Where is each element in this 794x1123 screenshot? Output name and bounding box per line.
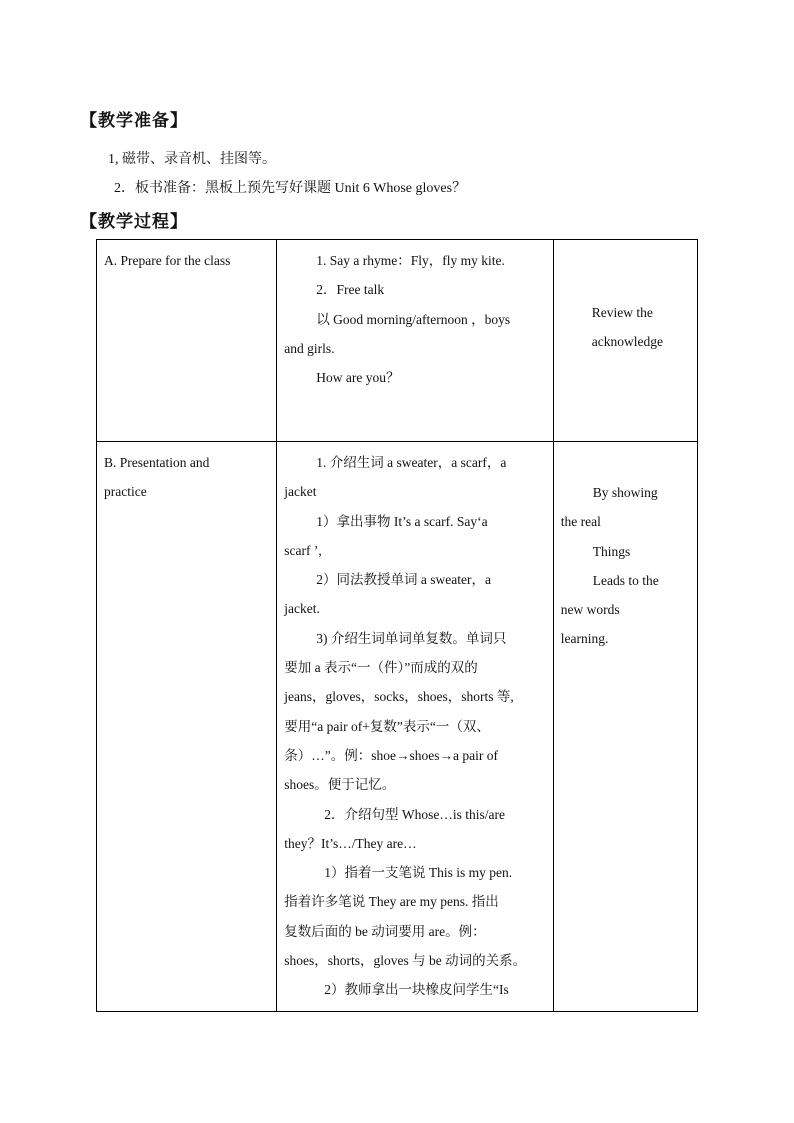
- step-line: jacket.: [284, 601, 320, 617]
- lesson-table: [96, 239, 698, 1012]
- step-line: shoes。便于记忆。: [284, 777, 396, 793]
- purpose-line: new words: [560, 602, 620, 618]
- purpose-cell: [553, 240, 697, 442]
- step-line: shoes，shorts，gloves 与 be 动词的关系。: [284, 953, 527, 969]
- step-line: 2）同法教授单词 a sweater，a: [316, 572, 492, 588]
- step-line: 2．Free talk: [316, 282, 385, 298]
- step-line: 3) 介绍生词单词单复数。单词只: [316, 630, 507, 646]
- stage-cell: [97, 442, 277, 1012]
- purpose-line: Leads to the: [592, 572, 659, 588]
- step-line: and girls.: [284, 340, 335, 356]
- process-heading: 【教学过程】: [80, 212, 188, 231]
- purpose-line: the real: [560, 514, 601, 530]
- step-line: 2．介绍句型 Whose…is this/are: [324, 806, 506, 822]
- step-line: How are you？: [316, 370, 400, 386]
- step-line: 1）拿出事物 It’s a scarf. Say‘a: [316, 513, 488, 529]
- step-line: 2）教师拿出一块橡皮问学生“Is: [324, 982, 509, 998]
- prep-line-2: 2．板书准备：黑板上预先写好课题 Unit 6 Whose gloves？: [114, 181, 467, 196]
- steps-cell: [277, 240, 553, 442]
- step-line: jeans，gloves，socks，shoes，shorts 等,: [284, 689, 514, 705]
- step-line: jacket: [284, 484, 317, 500]
- step-line: 要加 a 表示“一（件）”而成的双的: [284, 660, 478, 676]
- purpose-line: By showing: [592, 485, 658, 500]
- step-line: 1）指着一支笔说 This is my pen.: [324, 865, 513, 881]
- steps-cell: [277, 442, 553, 1012]
- table-row: [97, 240, 698, 442]
- purpose-line: Review the: [591, 305, 653, 320]
- prep-line-1: 1, 磁带、录音机、挂图等。: [108, 152, 276, 167]
- step-line: scarf ’,: [284, 542, 322, 558]
- purpose-line: Things: [592, 543, 631, 559]
- step-line: 复数后面的 be 动词要用 are。例：: [284, 923, 486, 939]
- purpose-line: acknowledge: [591, 334, 663, 350]
- step-line: 以 Good morning/afternoon ，boys: [316, 311, 511, 327]
- step-line: 要用“a pair of+复数”表示“一（双、: [284, 718, 490, 734]
- step-line: 1. 介绍生词 a sweater，a scarf，a: [316, 455, 507, 470]
- stage-label: B. Presentation and: [104, 455, 210, 470]
- purpose-line: learning.: [560, 631, 609, 647]
- prep-heading: 【教学准备】: [80, 111, 188, 130]
- step-line: 条）…”。例：shoe→shoes→a pair of: [284, 747, 499, 763]
- step-line: 1. Say a rhyme：Fly，fly my kite.: [316, 253, 505, 268]
- table-row: [97, 442, 698, 1012]
- step-line: they？It’s…/They are…: [284, 835, 417, 851]
- step-line: 指着许多笔说 They are my pens. 指出: [284, 894, 499, 910]
- stage-label: A. Prepare for the class: [104, 253, 231, 268]
- stage-label: practice: [104, 484, 147, 500]
- stage-cell: [97, 240, 277, 442]
- purpose-cell: [553, 442, 697, 1012]
